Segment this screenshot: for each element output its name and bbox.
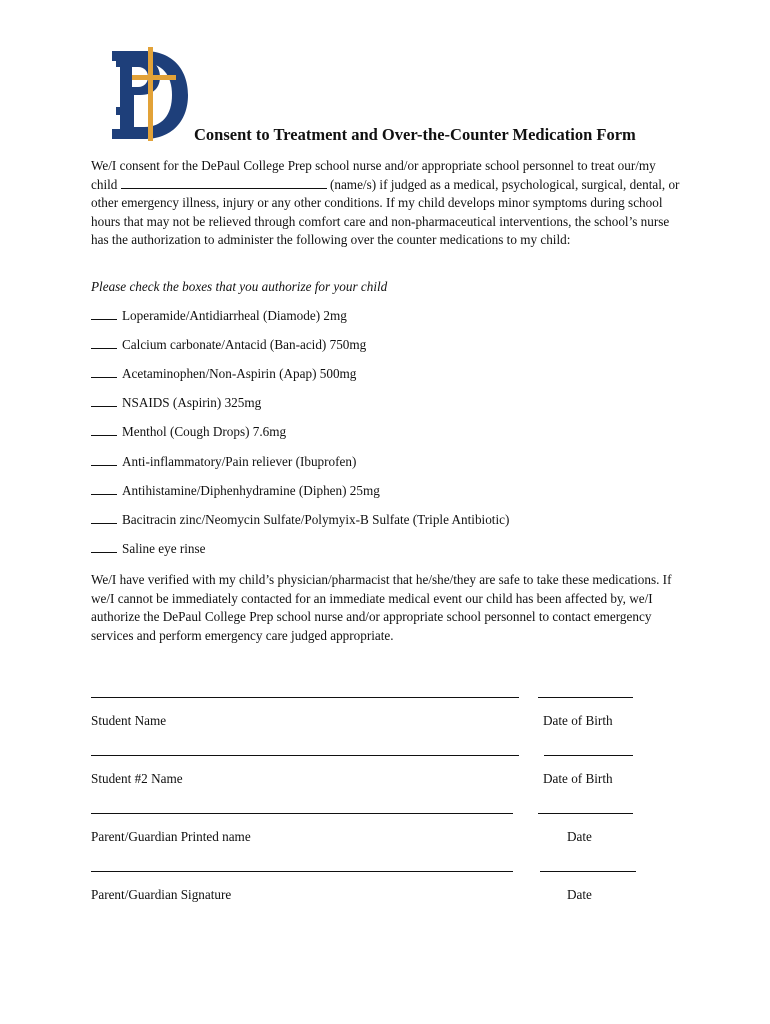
consent-paragraph: [91, 157, 681, 250]
form-title: Consent to Treatment and Over-the-Counter Medication Form: [194, 125, 636, 144]
med-item: [91, 454, 356, 470]
parent-printed-name-line[interactable]: [91, 813, 513, 814]
parent-signature-label: Parent/Guardian Signature: [91, 887, 232, 902]
med-check-line[interactable]: [91, 541, 117, 553]
med-item: [91, 395, 261, 411]
student2-name-line[interactable]: [91, 755, 519, 756]
med-check-line[interactable]: [91, 424, 117, 436]
med-item: [91, 512, 509, 528]
parent-date-line[interactable]: [538, 813, 633, 814]
verification-paragraph: We/I have verified with my child’s physician/pharmacist that he/she/they are safe to take these medications. If we/I cannot be immediately contacted for an immediate medical event our child has been affected by, we/I authorize the DePaul College Prep school nurse and/or appropriate school personnel to contact emergency services and perform emergency care judged appropriate.: [91, 572, 672, 643]
med-label: Menthol (Cough Drops) 7.6mg: [122, 424, 287, 439]
child-name-field[interactable]: [121, 177, 327, 189]
med-item: [91, 366, 356, 382]
med-label: Anti-inflammatory/Pain reliever (Ibuprofen): [122, 454, 357, 469]
med-item: [91, 541, 206, 557]
med-label: NSAIDS (Aspirin) 325mg: [122, 395, 262, 410]
consent-text-1: We/I consent for the DePaul College Prep school nurse and/or appropriate school personnel to treat our/my child: [91, 158, 656, 192]
med-check-line[interactable]: [91, 512, 117, 524]
med-item: [91, 424, 286, 440]
instruction-text: Please check the boxes that you authorize for your child: [91, 279, 388, 294]
signature-date-line[interactable]: [540, 871, 636, 872]
med-label: Bacitracin zinc/Neomycin Sulfate/Polymyix-B Sulfate (Triple Antibiotic): [122, 512, 510, 527]
consent-text-2: (name/s) if judged as a medical, psychological, surgical, dental, or other emergency illness, injury or any other conditions. If my child develops minor symptoms during school hours that may not be relieved through comfort care and non-pharmaceutical interventions, the school’s nurse has the authorization to administer the following over the counter medications to my child:: [91, 176, 680, 248]
student2-name-label: Student #2 Name: [91, 771, 183, 786]
med-check-line[interactable]: [91, 337, 117, 349]
med-label: Loperamide/Antidiarrheal (Diamode) 2mg: [122, 308, 347, 323]
parent-signature-line[interactable]: [91, 871, 513, 872]
student-dob-label: Date of Birth: [543, 713, 613, 728]
med-item: [91, 308, 347, 324]
student-name-label: Student Name: [91, 713, 167, 728]
med-label: Antihistamine/Diphenhydramine (Diphen) 25mg: [122, 483, 380, 498]
parent-date-label: Date: [567, 829, 592, 844]
signature-date-label: Date: [567, 887, 592, 902]
med-check-line[interactable]: [91, 308, 117, 320]
student-name-line[interactable]: [91, 697, 519, 698]
student2-dob-line[interactable]: [544, 755, 633, 756]
med-check-line[interactable]: [91, 454, 117, 466]
med-label: Saline eye rinse: [122, 541, 206, 556]
med-check-line[interactable]: [91, 395, 117, 407]
med-item: [91, 337, 366, 353]
parent-printed-name-label: Parent/Guardian Printed name: [91, 829, 251, 844]
med-item: [91, 483, 380, 499]
med-label: Calcium carbonate/Antacid (Ban-acid) 750mg: [122, 337, 367, 352]
student2-dob-label: Date of Birth: [543, 771, 613, 786]
med-label: Acetaminophen/Non-Aspirin (Apap) 500mg: [122, 366, 357, 381]
med-check-line[interactable]: [91, 483, 117, 495]
med-check-line[interactable]: [91, 366, 117, 378]
student-dob-line[interactable]: [538, 697, 633, 698]
depaul-logo: [106, 45, 190, 143]
